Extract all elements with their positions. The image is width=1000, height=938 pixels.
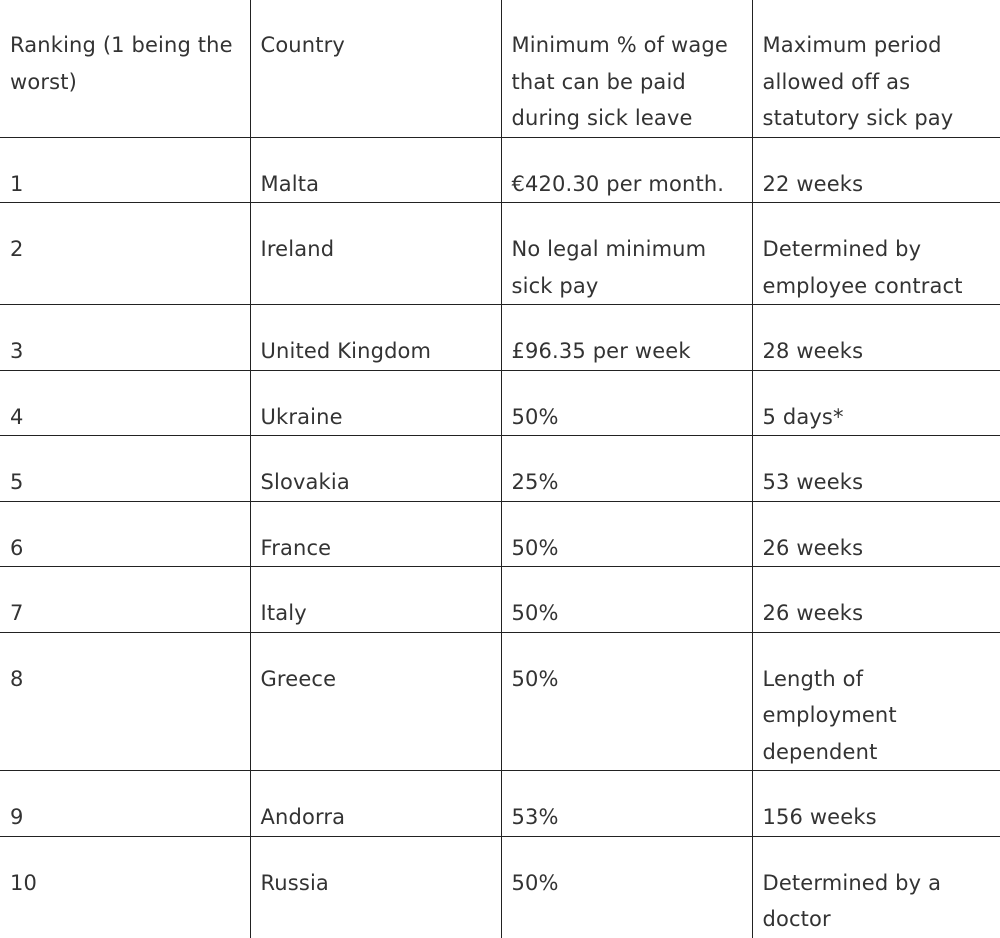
cell-country: Ireland bbox=[250, 203, 501, 305]
cell-maximum-period: Length of employment dependent bbox=[752, 632, 1000, 771]
cell-minimum-wage: 25% bbox=[501, 436, 752, 502]
cell-country: Russia bbox=[250, 836, 501, 938]
table-row bbox=[0, 137, 1000, 203]
table-row bbox=[0, 501, 1000, 567]
table-row bbox=[0, 632, 1000, 771]
cell-ranking: 9 bbox=[0, 771, 250, 837]
table-row bbox=[0, 436, 1000, 502]
cell-country: United Kingdom bbox=[250, 305, 501, 371]
table-row bbox=[0, 305, 1000, 371]
cell-minimum-wage: 53% bbox=[501, 771, 752, 837]
table-row bbox=[0, 203, 1000, 305]
cell-maximum-period: 26 weeks bbox=[752, 501, 1000, 567]
cell-maximum-period: Determined by employee contract bbox=[752, 203, 1000, 305]
cell-maximum-period: 28 weeks bbox=[752, 305, 1000, 371]
cell-country: Greece bbox=[250, 632, 501, 771]
cell-maximum-period: 156 weeks bbox=[752, 771, 1000, 837]
table-row bbox=[0, 567, 1000, 633]
cell-minimum-wage: 50% bbox=[501, 567, 752, 633]
cell-ranking: 2 bbox=[0, 203, 250, 305]
cell-ranking: 7 bbox=[0, 567, 250, 633]
cell-country: Italy bbox=[250, 567, 501, 633]
cell-ranking: 3 bbox=[0, 305, 250, 371]
cell-ranking: 6 bbox=[0, 501, 250, 567]
header-country: Country bbox=[250, 0, 501, 137]
cell-ranking: 10 bbox=[0, 836, 250, 938]
cell-maximum-period: 26 weeks bbox=[752, 567, 1000, 633]
cell-maximum-period: 53 weeks bbox=[752, 436, 1000, 502]
cell-minimum-wage: £96.35 per week bbox=[501, 305, 752, 371]
cell-country: France bbox=[250, 501, 501, 567]
cell-maximum-period: Determined by a doctor bbox=[752, 836, 1000, 938]
cell-minimum-wage: 50% bbox=[501, 632, 752, 771]
cell-ranking: 1 bbox=[0, 137, 250, 203]
cell-minimum-wage: 50% bbox=[501, 836, 752, 938]
cell-ranking: 8 bbox=[0, 632, 250, 771]
table-row bbox=[0, 370, 1000, 436]
table-row bbox=[0, 771, 1000, 837]
cell-minimum-wage: No legal minimum sick pay bbox=[501, 203, 752, 305]
cell-maximum-period: 5 days* bbox=[752, 370, 1000, 436]
cell-country: Andorra bbox=[250, 771, 501, 837]
header-minimum-wage: Minimum % of wage that can be paid during sick leave bbox=[501, 0, 752, 137]
header-ranking: Ranking (1 being the worst) bbox=[0, 0, 250, 137]
header-maximum-period: Maximum period allowed off as statutory sick pay bbox=[752, 0, 1000, 137]
table-header-row bbox=[0, 0, 1000, 137]
cell-ranking: 4 bbox=[0, 370, 250, 436]
cell-ranking: 5 bbox=[0, 436, 250, 502]
cell-country: Ukraine bbox=[250, 370, 501, 436]
cell-country: Malta bbox=[250, 137, 501, 203]
cell-minimum-wage: €420.30 per month. bbox=[501, 137, 752, 203]
cell-minimum-wage: 50% bbox=[501, 370, 752, 436]
table-row bbox=[0, 836, 1000, 938]
cell-country: Slovakia bbox=[250, 436, 501, 502]
cell-minimum-wage: 50% bbox=[501, 501, 752, 567]
cell-maximum-period: 22 weeks bbox=[752, 137, 1000, 203]
